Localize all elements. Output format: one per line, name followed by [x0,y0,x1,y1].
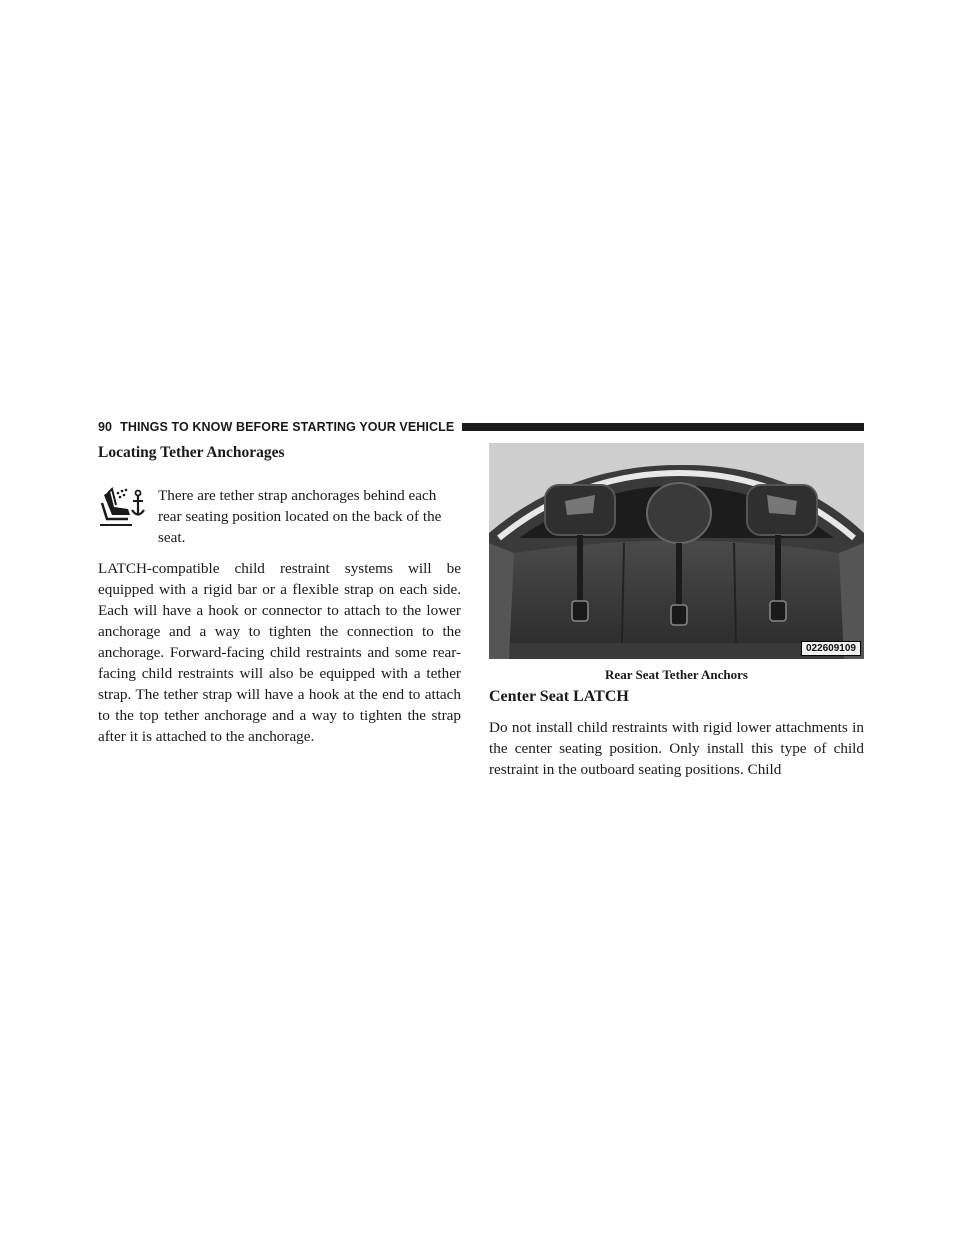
page-header [98,419,864,435]
heading-locating-tether-anchorages: Locating Tether Anchorages [98,444,285,461]
rear-seat-photo [489,443,864,659]
latch-paragraph: LATCH-compatible child restraint systems will be equipped with a rigid bar or a flexible strap on each side. Each will have a hook or connector to attach to the lower anchorage and a way to tighten the connection to the anchorage. Forward-facing child restraints and some rear-facing child restraints will also be equipped with a tether strap. The tether strap will have a hook at the end to attach to the top tether anchorage and a way to tighten the strap after it is attached to the anchorage. [98,560,461,745]
icon-paragraph [98,485,461,548]
heading-center-seat-latch: Center Seat LATCH [489,688,629,705]
icon-text: There are tether strap anchorages behind each rear seating position located on the back of the seat. [158,487,442,546]
center-seat-paragraph: Do not install child restraints with rigid lower attachments in the center seating position. Only install this type of child restraint in the outboard seating positions. Child [489,719,864,778]
rear-seat-illustration [489,443,864,659]
page-number: 90 [98,420,113,434]
left-column [98,443,461,747]
figure-code: 022609109 [801,641,861,656]
section-title: THINGS TO KNOW BEFORE STARTING YOUR VEHICLE [120,420,455,434]
figure-caption: Rear Seat Tether Anchors [605,667,748,682]
header-rule [462,423,864,431]
child-seat-tether-anchor-icon [98,485,148,531]
right-column [489,443,864,780]
